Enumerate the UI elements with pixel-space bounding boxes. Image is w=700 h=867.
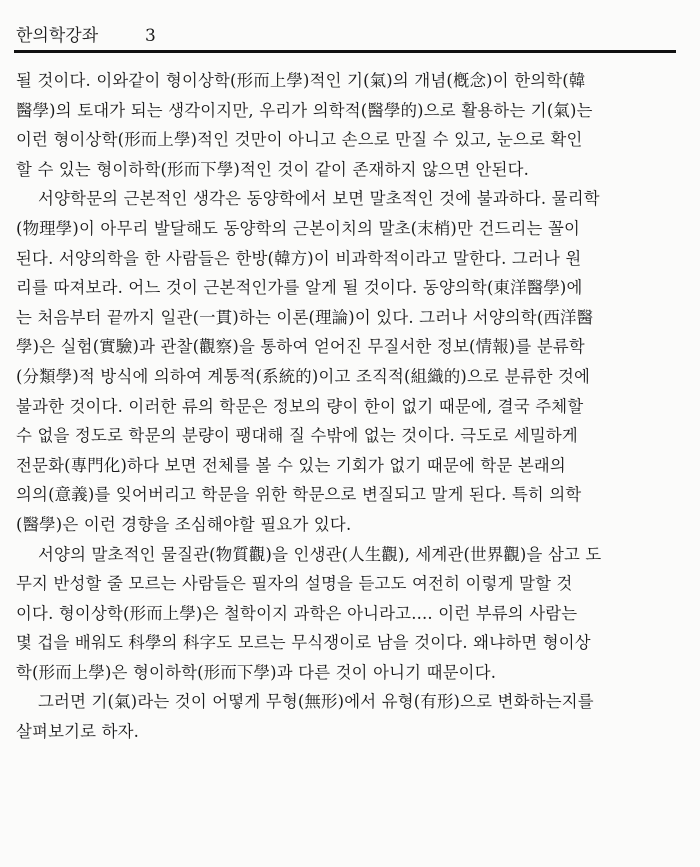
header-rule	[14, 50, 676, 53]
text-line: 할 수 있는 형이하학(形而下學)적인 것이 같이 존재하지 않으면 안된다.	[16, 159, 530, 179]
text-line: 醫學)의 토대가 되는 생각이지만, 우리가 의학적(醫學的)으로 활용하는 기(氣)는	[16, 100, 593, 120]
text-line: 서양학문의 근본적인 생각은 동양학에서 보면 말초적인 것에 불과하다. 물리학	[38, 189, 600, 209]
text-line: 무지 반성할 줄 모르는 사람들은 필자의 설명을 듣고도 여전히 이렇게 말할 것	[16, 574, 573, 594]
paragraph	[16, 687, 676, 746]
body-text	[16, 66, 676, 747]
running-header	[14, 24, 674, 48]
text-line: 그러면 기(氣)라는 것이 어떻게 무형(無形)에서 유형(有形)으로 변화하는지를	[38, 692, 594, 712]
text-line: (物理學)이 아무리 발달해도 동양학의 근본이치의 말초(末梢)만 건드리는 꼴이	[16, 218, 581, 238]
text-line: (醫學)은 이런 경향을 조심해야할 필요가 있다.	[16, 514, 352, 534]
text-line: 전문화(專門化)하다 보면 전체를 볼 수 있는 기회가 없기 때문에 학문 본래의	[16, 455, 566, 475]
text-line: 學)은 실험(實驗)과 관찰(觀察)을 통하여 얻어진 무질서한 정보(情報)를 분류학	[16, 337, 585, 357]
header-title: 한의학강좌	[16, 26, 99, 46]
text-line: 살펴보기로 하자.	[16, 722, 140, 742]
text-line: 몇 겁을 배워도 科學의 科字도 모르는 무식쟁이로 남을 것이다. 왜냐하면 형이상	[16, 633, 591, 653]
text-line: 학(形而上學)은 형이하학(形而下學)과 다른 것이 아니기 때문이다.	[16, 662, 497, 682]
paragraph	[16, 184, 676, 539]
text-line: 이런 형이상학(形而上學)적인 것만이 아니고 손으로 만질 수 있고, 눈으로 확인	[16, 130, 583, 150]
text-line: 수 없을 정도로 학문의 분량이 팽대해 질 수밖에 없는 것이다. 극도로 세밀하게	[16, 426, 578, 446]
text-line: 는 처음부터 끝까지 일관(一貫)하는 이론(理論)이 있다. 그러나 서양의학(西洋醫	[16, 307, 594, 327]
paragraph	[16, 540, 676, 688]
text-line: 리를 따져보라. 어느 것이 근본적인가를 알게 될 것이다. 동양의학(東洋醫學)에	[16, 278, 583, 298]
text-line: (分類學)적 방식에 의하여 계통적(系統的)이고 조직적(組織的)으로 분류한 것에	[16, 366, 591, 386]
text-line: 된다. 서양의학을 한 사람들은 한방(韓方)이 비과학적이라고 말한다. 그러나 원	[16, 248, 582, 268]
text-line: 될 것이다. 이와같이 형이상학(形而上學)적인 기(氣)의 개념(槪念)이 한의학(韓	[16, 71, 586, 90]
text-line: 의의(意義)를 잊어버리고 학문을 위한 학문으로 변질되고 말게 된다. 특히 의학	[16, 485, 582, 505]
text-line: 서양의 말초적인 물질관(物質觀)을 인생관(人生觀), 세계관(世界觀)을 삼고 도	[38, 544, 602, 564]
page-number: 3	[145, 26, 156, 46]
text-line: 이다. 형이상학(形而上學)은 철학이지 과학은 아니라고.... 이런 부류의 사람는	[16, 603, 578, 623]
text-line: 불과한 것이다. 이러한 류의 학문은 정보의 량이 한이 없기 때문에, 결국 주체할	[16, 396, 584, 416]
paragraph	[16, 66, 676, 184]
